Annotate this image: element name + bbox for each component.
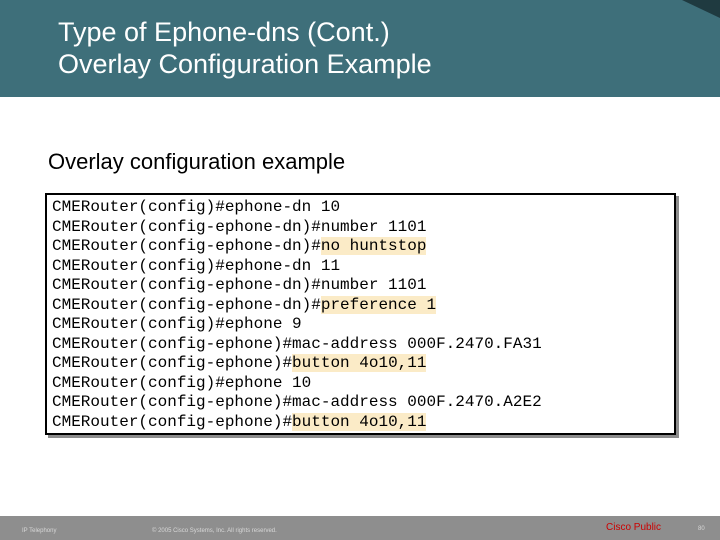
code-text: CMERouter(config-ephone-dn)# <box>52 295 321 314</box>
slide-header <box>0 0 720 97</box>
code-text: CMERouter(config-ephone)#mac-address 000F.2470.FA31 <box>52 334 542 353</box>
code-line <box>52 354 674 374</box>
slide-title <box>58 16 432 80</box>
code-block <box>45 193 676 435</box>
code-line <box>52 257 674 277</box>
code-line <box>52 393 674 413</box>
code-text: CMERouter(config-ephone-dn)#number 1101 <box>52 217 427 236</box>
code-text: CMERouter(config-ephone)# <box>52 412 293 431</box>
code-line <box>52 413 674 433</box>
code-text: CMERouter(config)#ephone-dn 10 <box>52 198 341 216</box>
code-text: CMERouter(config)#ephone 10 <box>52 373 312 392</box>
footer-classification: Cisco Public <box>606 522 662 533</box>
code-line <box>52 296 674 316</box>
code-highlight: button 4o10,11 <box>292 412 427 431</box>
header-corner-accent <box>682 0 720 18</box>
section-heading: Overlay configuration example <box>48 149 346 174</box>
code-highlight: preference 1 <box>320 295 437 314</box>
code-line <box>52 335 674 355</box>
code-line <box>52 276 674 296</box>
footer-course-label: IP Telephony <box>22 528 57 534</box>
code-line <box>52 374 674 394</box>
code-highlight: button 4o10,11 <box>292 354 427 372</box>
code-text: CMERouter(config-ephone-dn)#number 1101 <box>52 276 427 294</box>
code-text: CMERouter(config-ephone)#mac-address 000F.2470.A2E2 <box>52 393 542 411</box>
code-text: CMERouter(config-ephone-dn)# <box>52 237 321 255</box>
footer-copyright: © 2005 Cisco Systems, Inc. All rights reserved. <box>152 528 277 534</box>
slide-title-line-2: Overlay Configuration Example <box>58 49 432 79</box>
slide-footer <box>0 516 720 540</box>
code-highlight: no huntstop <box>320 237 427 255</box>
code-text: CMERouter(config)#ephone 9 <box>52 315 302 333</box>
footer-page-number: 80 <box>698 526 705 532</box>
code-line <box>52 198 674 218</box>
code-line <box>52 315 674 335</box>
slide-title-line-1: Type of Ephone-dns (Cont.) <box>58 17 390 47</box>
code-text: CMERouter(config)#ephone-dn 11 <box>52 256 341 275</box>
code-line <box>52 237 674 257</box>
code-line <box>52 218 674 238</box>
code-text: CMERouter(config-ephone)# <box>52 354 293 372</box>
